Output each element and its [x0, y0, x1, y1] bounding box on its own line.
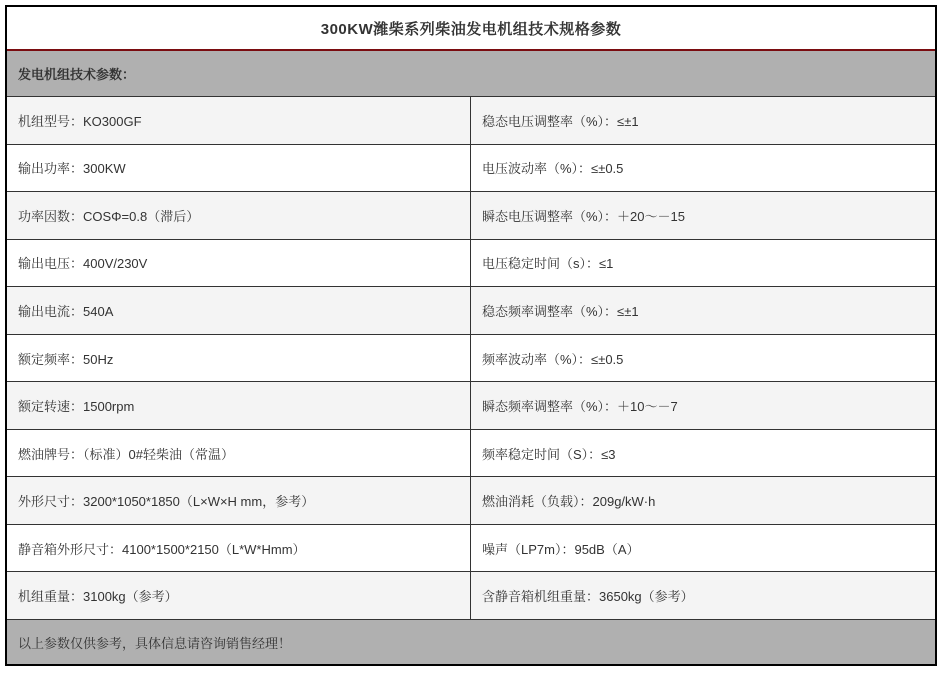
- spec-cell-steady-freq-reg: 稳态频率调整率（%）：≤±1: [482, 303, 639, 319]
- table-row: [7, 335, 935, 383]
- table-row: [7, 97, 935, 145]
- spec-cell-power-factor: 功率因数：COSΦ=0.8（滞后）: [7, 192, 471, 239]
- spec-cell-model: 机组型号：KO300GF: [7, 97, 471, 144]
- spec-cell-silent-unit-weight: 含静音箱机组重量：3650kg（参考）: [482, 589, 694, 605]
- spec-cell-dimensions: 外形尺寸：3200*1050*1850（L×W×H mm，参考）: [7, 477, 471, 524]
- table-row: [7, 145, 935, 193]
- table-row: [7, 525, 935, 573]
- spec-cell-unit-weight: 机组重量：3100kg（参考）: [7, 572, 471, 619]
- spec-cell-steady-voltage-reg: 稳态电压调整率（%）：≤±1: [482, 113, 639, 129]
- table-row: [7, 192, 935, 240]
- spec-sheet-frame: [5, 5, 937, 666]
- spec-cell-noise-level: 噪声（LP7m）：95dB（A）: [482, 541, 640, 557]
- table-row: [7, 430, 935, 478]
- spec-cell-output-voltage: 输出电压：400V/230V: [7, 240, 471, 287]
- spec-cell-silent-box-dimensions: 静音箱外形尺寸：4100*1500*2150（L*W*Hmm）: [7, 525, 471, 572]
- section-header: 发电机组技术参数：: [7, 51, 935, 97]
- spec-cell-freq-fluctuation: 频率波动率（%）：≤±0.5: [482, 351, 624, 367]
- table-row: [7, 240, 935, 288]
- page-title: 300KW潍柴系列柴油发电机组技术规格参数: [7, 7, 935, 51]
- spec-cell-transient-voltage-reg: 瞬态电压调整率（%）：＋20～－15: [482, 208, 685, 224]
- spec-cell-freq-settle-time: 频率稳定时间（S）：≤3: [482, 446, 616, 462]
- table-row: [7, 382, 935, 430]
- spec-cell-fuel-consumption: 燃油消耗（负载）：209g/kW·h: [482, 494, 656, 510]
- spec-cell-voltage-settle-time: 电压稳定时间（s）：≤1: [482, 256, 614, 272]
- spec-cell-rated-speed: 额定转速：1500rpm: [7, 382, 471, 429]
- table-row: [7, 477, 935, 525]
- spec-cell-fuel-grade: 燃油牌号：（标准）0#轻柴油（常温）: [7, 430, 471, 477]
- spec-table: [7, 97, 935, 620]
- spec-cell-output-power: 输出功率：300KW: [7, 145, 471, 192]
- table-row: [7, 287, 935, 335]
- spec-cell-rated-frequency: 额定频率：50Hz: [7, 335, 471, 382]
- footer-note: 以上参数仅供参考，具体信息请咨询销售经理！: [7, 620, 935, 664]
- spec-cell-transient-freq-reg: 瞬态频率调整率（%）：＋10～－7: [482, 399, 678, 415]
- spec-cell-voltage-fluctuation: 电压波动率（%）：≤±0.5: [482, 161, 624, 177]
- table-row: [7, 572, 935, 620]
- spec-cell-output-current: 输出电流：540A: [7, 287, 471, 334]
